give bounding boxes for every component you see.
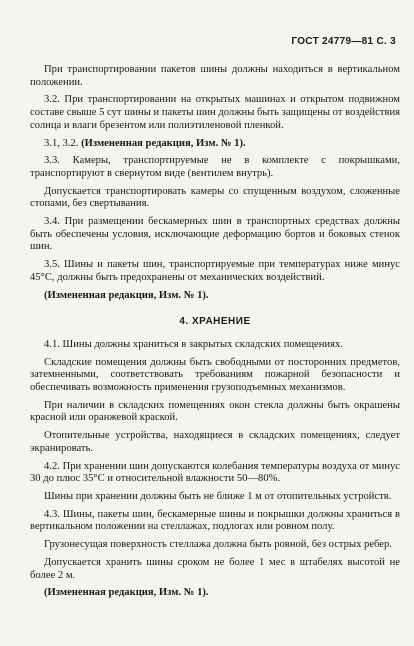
paragraph: [30, 339, 400, 352]
paragraph-text: 3.5. Шины и пакеты шин, транспортируемые при температурах ниже минус 45°С, должны быть предохранены от механических воздействий.: [30, 259, 400, 283]
revision-note: (Измененная редакция, Изм. № 1).: [44, 289, 209, 301]
transport-section: [30, 64, 400, 302]
paragraph-text: 3.3. Камеры, транспортируемые не в комплекте с покрышками, транспортируют в свернутом виде (вентилем внутрь).: [30, 155, 400, 179]
paragraph: [30, 509, 400, 534]
paragraph: [30, 138, 400, 151]
paragraph-text: 3.2. При транспортировании на открытых машинах и открытом подвижном составе свыше 5 сут шины и пакеты шин должны быть защищены от воздействия солнца и влаги брезентом или полиэтиленовой пленкой.: [30, 94, 400, 131]
paragraph: [30, 430, 400, 455]
paragraph: [30, 216, 400, 254]
paragraph-text: 4.1. Шины должны храниться в закрытых складских помещениях.: [44, 338, 343, 350]
paragraph: [30, 94, 400, 132]
paragraph-text: 3.4. При размещении бескамерных шин в транспортных средствах должны быть обеспечены условия, исключающие деформацию бортов и боковых стенок шин.: [30, 216, 400, 253]
section-title: 4. ХРАНЕНИЕ: [179, 316, 251, 328]
paragraph-text: Допускается хранить шины сроком не более 1 мес в штабелях высотой не более 2 м.: [30, 556, 400, 581]
paragraph: [30, 400, 400, 425]
paragraph-text: Допускается транспортировать камеры со спущенным воздухом, сложенные стопами, без свертывания.: [30, 185, 400, 210]
paragraph: [30, 155, 400, 180]
paragraph-lead: 3.1, 3.2.: [44, 137, 82, 149]
paragraph-text: 4.2. При хранении шин допускаются колебания температуры воздуха от минус 30 до плюс 35°С и относительной влажности 50—80%.: [30, 460, 400, 485]
revision-note: (Измененная редакция, Изм. № 1).: [44, 587, 209, 599]
paragraph-text: При наличии в складских помещениях окон стекла должны быть окрашены красной или оранжевой краской.: [30, 399, 400, 424]
paragraph: [30, 491, 400, 504]
paragraph-text: Отопительные устройства, находящиеся в складских помещениях, следует экранировать.: [30, 430, 400, 454]
paragraph: [30, 186, 400, 211]
paragraph: [30, 557, 400, 582]
paragraph: [30, 259, 400, 284]
paragraph: [30, 357, 400, 395]
storage-section: [30, 339, 400, 600]
paragraph: [30, 64, 400, 89]
paragraph: [30, 539, 400, 552]
paragraph: [30, 461, 400, 486]
paragraph: [30, 587, 400, 600]
paragraph-text: При транспортировании пакетов шины должны находиться в вертикальном положении.: [30, 64, 400, 88]
page-header: ГОСТ 24779—81 С. 3: [291, 36, 396, 47]
paragraph: [30, 290, 400, 303]
document-body: [30, 64, 400, 605]
paragraph-text: 4.3. Шины, пакеты шин, бескамерные шины и покрышки должны храниться в вертикальном положении на стеллажах, подлогах или ровном полу.: [30, 508, 400, 533]
paragraph-text: Шины при хранении должны быть не ближе 1 м от отопительных устройств.: [44, 490, 392, 502]
paragraph-text: Складские помещения должны быть свободными от посторонних предметов, затемненными, соответствовать требованиям пожарной безопасности и обеспечивать возможность применения грузоподъемных механизмов.: [30, 356, 400, 394]
revision-note: (Измененная редакция, Изм. № 1).: [81, 137, 246, 149]
paragraph-text: Грузонесущая поверхность стеллажа должна быть ровной, без острых ребер.: [44, 539, 392, 551]
